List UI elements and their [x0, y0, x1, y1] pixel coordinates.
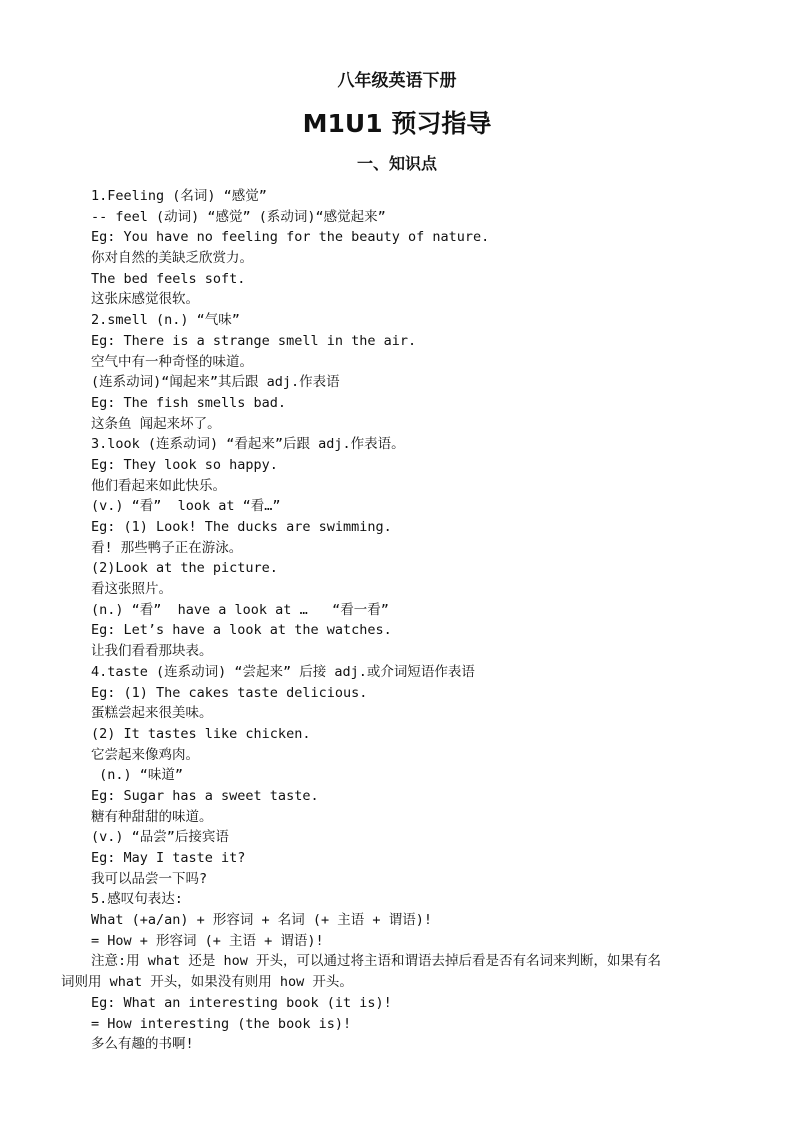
text-line: 1.Feeling (名词) “感觉” — [91, 188, 267, 204]
text-line: 3.look (连系动词) “看起来”后跟 adj.作表语。 — [91, 436, 405, 453]
text-line: (2) It tastes like chicken. — [91, 725, 311, 742]
text-line: 5.感叹句表达: — [91, 891, 183, 908]
text-line: (v.) “品尝”后接宾语 — [91, 829, 229, 846]
text-line: 看这张照片。 — [91, 581, 172, 598]
text-line: (2)Look at the picture. — [91, 560, 278, 577]
text-line: = How + 形容词 (+ 主语 + 谓语)! — [91, 932, 324, 949]
text-line: (n.) “看” have a look at … “看一看” — [91, 601, 389, 618]
document-body — [61, 186, 741, 1055]
text-line: 蛋糕尝起来很美味。 — [91, 705, 213, 722]
text-line: 2.smell (n.) “气味” — [91, 312, 240, 329]
text-line: 你对自然的美缺乏欣赏力。 — [91, 250, 253, 267]
text-line: Eg: What an interesting book (it is)! — [91, 994, 392, 1011]
text-line: (v.) “看” look at “看…” — [91, 498, 281, 515]
text-line: 这条鱼 闻起来坏了。 — [91, 415, 221, 432]
text-line: Eg: There is a strange smell in the air. — [91, 332, 417, 349]
text-line: 4.taste (连系动词) “尝起来” 后接 adj.或介词短语作表语 — [91, 663, 475, 680]
text-line: 我可以品尝一下吗? — [91, 870, 208, 887]
text-line: Eg: Sugar has a sweet taste. — [91, 787, 319, 804]
text-line: Eg: You have no feeling for the beauty of nature. — [91, 229, 490, 246]
text-line: 让我们看看那块表。 — [91, 643, 213, 660]
note-line: 注意:用 what 还是 how 开头，可以通过将主语和谓语去掉后看是否有名词来判断，如果有名 — [91, 953, 662, 970]
text-line: Eg: (1) Look! The ducks are swimming. — [91, 519, 392, 535]
text-line: 他们看起来如此快乐。 — [91, 477, 226, 494]
text-line: The bed feels soft. — [91, 270, 246, 287]
section-heading: 一、知识点 — [356, 154, 437, 173]
text-line: Eg: They look so happy. — [91, 456, 278, 473]
text-line: (连系动词)“闻起来”其后跟 adj.作表语 — [91, 374, 340, 391]
text-line: (n.) “味道” — [91, 767, 184, 784]
text-line: Eg: (1) The cakes taste delicious. — [91, 684, 368, 701]
text-line: 它尝起来像鸡肉。 — [91, 746, 199, 763]
text-line: 这张床感觉很软。 — [91, 291, 199, 308]
text-line: Eg: May I taste it? — [91, 850, 246, 866]
document-subtitle: 八年级英语下册 — [337, 71, 457, 91]
text-line: 看! 那些鸭子正在游泳。 — [91, 539, 243, 556]
text-line: 多么有趣的书啊! — [91, 1036, 194, 1053]
note-line-continuation: 词则用 what 开头，如果没有则用 how 开头。 — [61, 974, 353, 991]
text-line: -- feel (动词) “感觉” (系动词)“感觉起来” — [91, 208, 386, 225]
text-line: What (+a/an) + 形容词 + 名词 (+ 主语 + 谓语)! — [91, 912, 432, 929]
text-line: Eg: Let’s have a look at the watches. — [91, 622, 392, 639]
document-title: M1U1 预习指导 — [302, 109, 492, 138]
text-line: 糖有种甜甜的味道。 — [91, 808, 213, 825]
text-line: Eg: The fish smells bad. — [91, 394, 287, 411]
text-line: = How interesting (the book is)! — [91, 1015, 352, 1032]
text-line: 空气中有一种奇怪的味道。 — [91, 353, 253, 370]
